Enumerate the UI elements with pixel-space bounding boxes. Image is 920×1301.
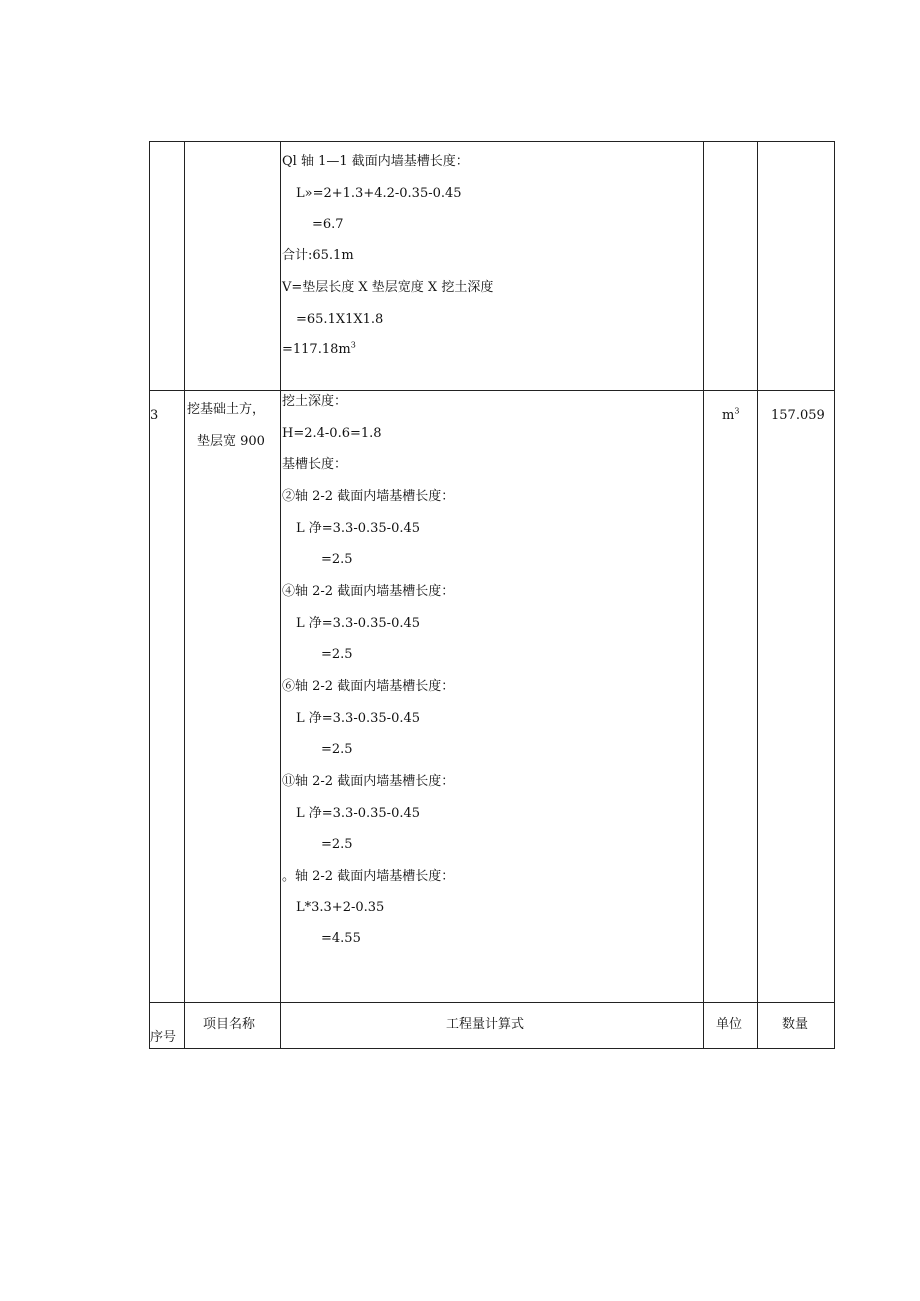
- calc-line: 基槽长度：: [282, 457, 348, 472]
- calc-line: L»=2+1.3+4.2-0.35-0.45: [296, 186, 462, 201]
- calc-line: ④轴 2-2 截面内墙基槽长度：: [282, 584, 455, 599]
- calc-line: L 净=3.3-0.35-0.45: [296, 711, 421, 726]
- calc-line: =4.55: [321, 931, 361, 946]
- calc-line: 合计:65.1m: [282, 248, 354, 263]
- col-divider-3: [703, 141, 704, 1049]
- col-divider-4: [757, 141, 758, 1049]
- row-divider-1: [149, 390, 835, 391]
- unit-value: $m^3$: [722, 406, 740, 423]
- calc-line: =65.1X1X1.8: [296, 312, 384, 327]
- calc-line: Ql 轴 1—1 截面内墙基槽长度：: [282, 154, 469, 169]
- quantity-value: 157.059: [771, 408, 825, 423]
- header-quantity: 数量: [782, 1017, 809, 1032]
- calc-line: L 净=3.3-0.35-0.45: [296, 616, 421, 631]
- calc-line-total: $=117.18m^3$: [282, 340, 356, 357]
- calc-line: ②轴 2-2 截面内墙基槽长度：: [282, 489, 455, 504]
- calc-line: =2.5: [321, 552, 353, 567]
- calc-line: H=2.4-0.6=1.8: [282, 426, 382, 441]
- calc-line: V=垫层长度 X 垫层宽度 X 挖土深度: [282, 280, 494, 295]
- calc-line: ⑥轴 2-2 截面内墙基槽长度：: [282, 679, 455, 694]
- calc-line: 。轴 2-2 截面内墙基槽长度：: [282, 869, 455, 884]
- calc-line: =2.5: [321, 647, 353, 662]
- calc-line: 挖土深度：: [282, 394, 348, 409]
- calc-line: L 净=3.3-0.35-0.45: [296, 521, 421, 536]
- row-divider-2: [149, 1002, 835, 1003]
- quantity-table: [149, 141, 835, 1049]
- calc-line: =2.5: [321, 742, 353, 757]
- header-unit: 单位: [716, 1017, 743, 1032]
- calc-line: L 净=3.3-0.35-0.45: [296, 806, 421, 821]
- header-seq: 序号: [150, 1030, 177, 1045]
- calc-line: =2.5: [321, 837, 353, 852]
- col-divider-2: [280, 141, 281, 1049]
- header-item-name: 项目名称: [203, 1017, 256, 1032]
- calc-line: L*3.3+2-0.35: [296, 900, 385, 915]
- item-name-line1: 挖基础土方，: [187, 402, 266, 417]
- item-name-line2: 垫层宽 900: [197, 434, 265, 449]
- row-seq: 3: [150, 408, 159, 423]
- calc-line: =6.7: [312, 217, 344, 232]
- calc-line: ⑪轴 2-2 截面内墙基槽长度：: [282, 774, 455, 789]
- header-formula: 工程量计算式: [446, 1017, 525, 1032]
- col-divider-1: [184, 141, 185, 1049]
